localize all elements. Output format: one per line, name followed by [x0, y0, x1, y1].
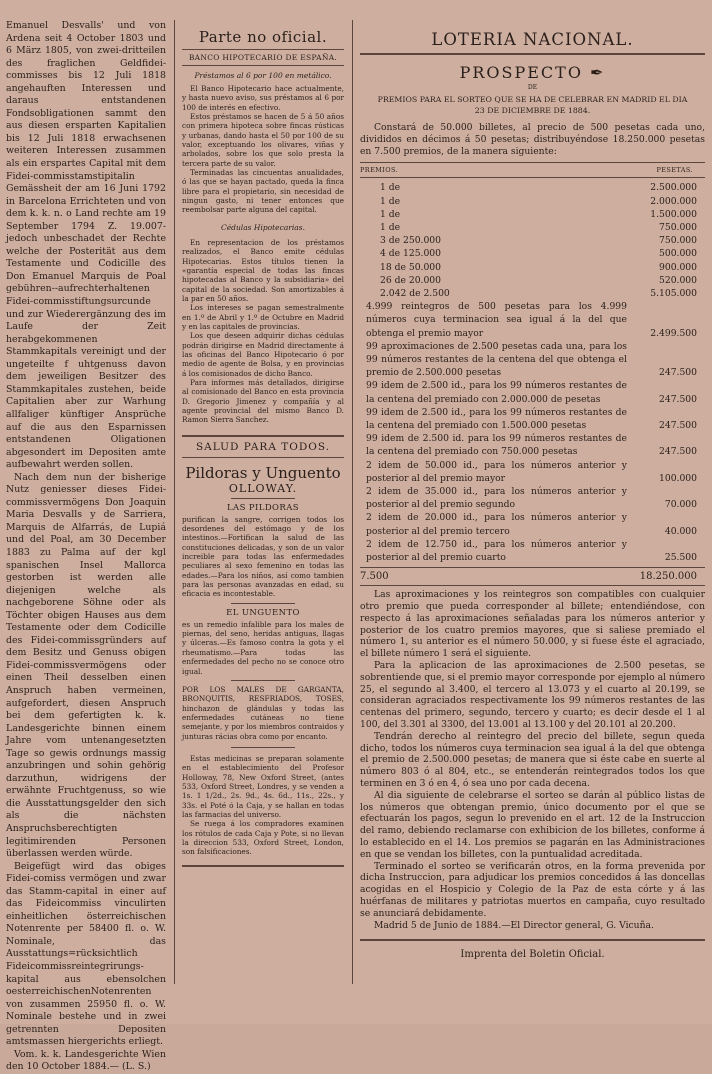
loan-paragraph-2: Estos préstamos se hacen de 5 á 50 años con primera hipoteca sobre fincas rústicas y urbanas, dando hasta el 50 por 100 de su valor, exceptuando los olivares, viñas y arbolados, sobre los que solo presta la tercera parte de su valor. — [182, 112, 344, 168]
prize-amount: 247.500 — [659, 420, 697, 432]
prize-row — [360, 208, 705, 221]
divider — [231, 498, 296, 499]
lottery-paragraph-4: Al dia siguiente de celebrarse el sorteo se darán al público listas de los números que obtengan premio, único documento por el que se efectuarán los pagos, segun lo prevenido en el art. 12 de la Instruccion del ramo, debiendo reclamarse con exhibicion de los billetes, conforme á lo establecido en el 14. Los premios se pagarán en las Administraciones en que se vendan los billetes, con la puntualidad acreditada. — [360, 789, 705, 860]
loan-paragraph-1: El Banco Hipotecario hace actualmente, y hasta nuevo aviso, sus préstamos al 6 por 100 de interés en efectivo. — [182, 84, 344, 112]
german-paragraph-signature: Vom. k. k. Landesgerichte Wien den 10 October 1884.— (L. S.) — [6, 1048, 166, 1073]
prize-label: 99 idem de 2.500 id. para los 99 números restantes de la centena del premiado con 750.000 pesetas — [366, 433, 627, 458]
prize-amount: 247.500 — [659, 393, 697, 405]
divider — [360, 585, 705, 586]
total-count: 7.500 — [360, 571, 389, 583]
prize-row — [360, 485, 705, 511]
col-pesetas-header: PESETAS. — [656, 166, 693, 175]
las-pildoras-heading: LAS PILDORAS — [227, 502, 299, 513]
prize-row — [360, 234, 705, 247]
prize-row — [360, 511, 705, 537]
column-lottery — [360, 20, 705, 984]
column-divider — [174, 20, 175, 984]
section-title: Parte no oficial. — [198, 28, 328, 46]
medicinas-text: Estas medicinas se preparan solamente en el establecimiento del Profesor Holloway, 78, New Oxford Street, (antes 533, Oxford Street, Londres, y se venden a 1s. 1 1/2d., 2s. 9d., 4s. 6d., 11s., 22s., y 33s. el Poté ó la Caja, y se hallan en todas las farmacias del universo. — [182, 753, 344, 819]
prospecto-heading — [360, 63, 705, 82]
prize-amount: 750.000 — [659, 235, 697, 247]
divider — [360, 939, 705, 941]
prize-label: 2.042 de 2.500 — [380, 288, 450, 300]
prospecto-text: PROSPECTO — [459, 63, 583, 82]
lottery-paragraph-2: Para la aplicacion de las aproximaciones de 2.500 pesetas, se sobrentiende que, si el premio mayor corresponde por ejemplo al número 25, el segundo al 3.400, el tercero al 13.073 y el cuarto al 20.199, se consideran agraciados respectivamente los 99 números restantes de las centenas del primero, segundo, tercero y cuarto; es decir desde el 1 al 100, del 3.301 al 3300, del 13.001 al 13.100 y del 20.101 al 20.200. — [360, 660, 705, 731]
divider — [182, 865, 344, 867]
unguento-text: es un remedio infalible para los males de piernas, del seno, heridas antiguas, llagas y úlceras.—Es famoso contra la gota y el rheumatismo.—Para todas las enfermedades del pecho no se conoce otro igual. — [182, 619, 344, 676]
prize-label: 2 idem de 20.000 id., para los números anterior y posterior al del premio tercero — [366, 512, 627, 537]
prize-row — [360, 459, 705, 485]
prize-row — [360, 379, 705, 405]
divider — [231, 680, 296, 681]
ruega-text: Se ruega á los compradores examinen los rótulos de cada Caja y Pote, si no llevan la direccion 533, Oxford Street, London, son falsificaciones. — [182, 819, 344, 857]
bank-heading: BANCO HIPOTECARIO DE ESPAÑA. — [188, 53, 338, 62]
lottery-title: LOTERIA NACIONAL. — [431, 30, 634, 49]
pildoras-text: purifican la sangre, corrigen todos los desordenes del estómago y de los intestinos.—Fortifican la salud de las constituciones delicadas, y son de un valor increible para todas las enfermedades peculiares al sexo femenino en todas las edades.—Para los niños, así como tambien para las personas avanzadas en edad, su eficacia es incontestable. — [182, 514, 344, 599]
prize-table — [360, 181, 705, 564]
german-paragraph-1: Emanuel Desvalls' und von Ardena seit 4 October 1803 und 6 März 1805, von zwei-dritteilen des fraglichen Geldfidei-commisses bis 12 Juli 1818 angehauften Interessen und daraus entstandenen Fondsobligationen sammt den aus diesen ersparten Kapitalien bis 12 Juli 1818 erwachsenen weiteren Interessen zusammen als ein erspartes Capital mit dem Fidei-commisstamstipitalin Gemässheit der am 16 Juni 1792 in Barcelona Errichteten und von dem k. k. n. o Land rechte am 19 September 1794 Z. 19.007-jedoch unbeschadet der Rechte welche der Posterität aus dem Testamente und Codicille des Don Emanuel Marquis de Poal gebühren--aufrechterhaltenen Fidei-commisstiftungsurcunde und zur Wiederergänzung des im Laufe der Zeit herabgekommenen Stammkapitals vereinigt und der ungeteilte f uhtgenuss davon dem jeweiligen Besitzer des Stammkapitales zustehen, beide Capitalien aber zur Warhung allfaliger künftiger Ansprüche auf die aus den Esparnissen entstandenen Oligationen abgesondert im Depositen amte aufbewahrt werden sollen. — [6, 20, 166, 471]
prize-amount: 520.000 — [659, 274, 697, 286]
totals-row — [360, 571, 705, 582]
prize-amount: 900.000 — [659, 261, 697, 273]
total-amount: 18.250.000 — [639, 571, 697, 583]
holloway-heading: OLLOWAY. — [228, 481, 298, 495]
prize-label: 99 aproximaciones de 2.500 pesetas cada una, para los 99 números restantes de la centena del que obtenga el premio de 2.500.000 pesetas — [366, 340, 627, 379]
german-paragraph-3: Beigefügt wird das obiges Fidei-comiss vermögen und zwar das Stamm-capital in einer auf das Fideicommiss vinculirten einheitlichen österreichischen Notenrente per 58400 fl. o. W. Nominale, das Ausstattungs=rücksichtlich Fideicommissreintegrirungs-kapital aus ebensolchen oesterreichischenNotenrenten von zusammen 25950 fl. o. W. Nominale bestehe und in zwei getrennten Depositen amtsmassen hiergerichts erliegt. — [6, 860, 166, 1048]
prize-row — [360, 261, 705, 274]
table-header — [360, 166, 705, 174]
divider — [231, 747, 296, 748]
cedulas-paragraph-1: En representacion de los préstamos realizados, el Banco emite cédulas Hipotecarias. Estos títulos tienen la «garantía especial de todas las fincas hipotecadas al Banco y la subsidiaria» del capital de la sociedad. Son amortizables á la par en 50 años. — [182, 237, 344, 303]
lottery-signature: Madrid 5 de Junio de 1884.—El Director general, G. Vicuña. — [374, 919, 654, 931]
prize-amount: 750.000 — [659, 222, 697, 233]
divider — [182, 65, 344, 66]
cedulas-paragraph-3: Los que deseen adquirir dichas cédulas podrán dirigirse en Madrid directamente á las oficinas del Banco Hipotecario ó por medio de agente de Bolsa, y en provincias á los comisionados de dicho Banco. — [182, 331, 344, 378]
prize-row — [360, 406, 705, 432]
prize-label: 1 de — [380, 222, 401, 233]
prize-amount: 500.000 — [659, 248, 697, 260]
garganta-text: POR LOS MALES DE GARGANTA, BRONQUITIS, RESFRIADOS, TOSES, hinchazon de glándulas y todas las enfermedades cutáneas no tiene semejante, y por los miembros contraidos y junturas rácias obra como por encanto. — [182, 684, 344, 741]
column-german-notice — [6, 20, 166, 1073]
col-premios-header: PREMIOS. — [360, 166, 399, 175]
cedulas-paragraph-4: Para informes más detallados, dirigirse al comisionado del Banco en esta provincia D. Gregorio Jimenez y compañía y al agente provincial del mismo Banco D. Ramon Sierra Sanchez. — [182, 377, 344, 425]
lottery-paragraph-5: Terminado el sorteo se verificarán otros, en la forma prevenida por dicha Instruccion, para adjudicar los premios concedidos á las doncellas acogidas en el Hospicio y Colegio de la Paz de esta córte y á las huérfanas de militares y patriotas muertos en campaña, cuyo resultado se anunciará debidamente. — [360, 860, 705, 919]
lottery-paragraph-3: Tendrán derecho al reintegro del precio del billete, segun queda dicho, todos los números cuya terminacion sea igual á la del que obtenga el premio de 2.500.000 pesetas; de manera que si éste cabe en suerte al número 803 ó al 804, etc., se entenderán reintegrados todos los que terminen en 3 ó en 4, ó sea uno por cada decena. — [360, 730, 705, 790]
prize-amount: 40.000 — [664, 525, 697, 537]
prize-row — [360, 221, 705, 234]
lottery-intro: Constará de 50.000 billetes, al precio de 500 pesetas cada uno, divididos en décimos á 50 pesetas; distribuyéndose 18.250.000 pesetas en 7.500 premios, de la manera siguiente: — [360, 122, 705, 157]
prize-amount: 2.499.500 — [650, 327, 697, 339]
prize-label: 1 de — [380, 208, 401, 220]
prize-row — [360, 432, 705, 458]
lottery-paragraph-1: Las aproximaciones y los reintegros son compatibles con cualquier otro premio que pueda corresponder al billete; entendiéndose, con respecto á las aproximaciones señaladas para los números anterior y posterior de los cuatro premios mayores, que si saliese premiado el número 1, su anterior es el número 50.000, y si fuese éste el agraciado, el billete número 1 será el siguiente. — [360, 589, 705, 660]
prize-amount: 2.500.000 — [650, 182, 697, 194]
premios-heading: PREMIOS PARA EL SORTEO QUE SE HA DE CELEBRAR EN MADRID EL DIA 23 DE DICIEMBRE DE 1884. — [377, 95, 688, 115]
prize-amount: 1.500.000 — [650, 208, 697, 220]
prize-amount: 70.000 — [664, 499, 697, 511]
prize-label: 3 de 250.000 — [380, 235, 441, 247]
column-unofficial — [182, 20, 344, 984]
prize-amount: 25.500 — [664, 552, 697, 564]
prize-label: 2 idem de 35.000 id., para los números anterior y posterior al del premio segundo — [366, 486, 627, 511]
column-divider — [352, 20, 353, 984]
prize-amount: 100.000 — [659, 472, 697, 484]
imprenta-footer: Imprenta del Boletin Oficial. — [460, 949, 605, 961]
cedulas-heading: Cédulas Hipotecarias. — [221, 222, 305, 232]
prize-label: 4 de 125.000 — [380, 248, 441, 260]
pildoras-heading: Pildoras y Unguento — [185, 463, 341, 482]
prize-row — [360, 287, 705, 300]
prize-label: 4.999 reintegros de 500 pesetas para los 4.999 números cuya terminacion sea igual á la del que obtenga el premio mayor — [366, 301, 627, 339]
prize-label: 99 idem de 2.500 id., para los 99 números restantes de la centena del premiado con 2.000.000 de pesetas — [366, 380, 627, 405]
prize-amount: 247.500 — [659, 446, 697, 458]
divider — [360, 567, 705, 568]
prize-amount: 5.105.000 — [650, 288, 697, 300]
de-label: DE — [527, 84, 538, 91]
prize-row — [360, 340, 705, 380]
prize-row — [360, 538, 705, 564]
prize-row — [360, 300, 705, 340]
prize-row — [360, 181, 705, 194]
prize-label: 99 idem de 2.500 id., para los 99 números restantes de la centena del premiado con 1.500.000 pesetas — [366, 406, 627, 432]
prize-amount: 2.000.000 — [650, 195, 697, 207]
divider — [360, 162, 705, 163]
prize-row — [360, 247, 705, 260]
cedulas-paragraph-2: Los intereses se pagan semestralmente en 1.º de Abril y 1.º de Octubre en Madrid y en las capitales de provincias. — [182, 303, 344, 331]
prize-label: 2 idem de 12.750 id., para los números anterior y posterior al del premio cuarto — [366, 538, 627, 564]
prize-label: 1 de — [380, 195, 401, 207]
divider — [182, 49, 344, 50]
prize-row — [360, 274, 705, 287]
loan-heading: Préstamos al 6 por 100 en metálico. — [194, 71, 332, 80]
loan-paragraph-3: Terminadas las cincuentas anualidades, ó las que se hayan pactado, queda la finca libre para el propietario, sin necesidad de ningun gasto, ni tener entonces que reembolsar parte alguna del capital. — [182, 168, 344, 215]
prize-label: 18 de 50.000 — [380, 261, 441, 273]
divider — [182, 457, 344, 458]
prize-row — [360, 195, 705, 208]
prize-amount: 247.500 — [659, 367, 697, 379]
prize-label: 1 de — [380, 182, 401, 194]
divider — [360, 53, 705, 55]
german-paragraph-2: Nach dem nun der bisherige Nutz geniesser dieses Fidei-commissvermögens Don Joaquin Maria Desvalls y de Sarriera, Marquis de Alfarrás, de Lupiá und del Poal, am 30 December 1883 zu Palma auf der kgl spanischen Insel Mallorca gestorben ist werden alle diejenigen welche als nachgeborene Söhne oder als Töchter obigen Hauses aus dem Testamente oder dem Codicille des Fidei-commissgründers auf dem Besitz und Genuss obigen Fidei-commissvermögens oder einen Theil desselben einen Anspruch haben vermeinen, aufgefordert, diesen Anspruch bei dem gefertigten k. k. Landesgerichte binnen einem Jahre vom untenangesetzten Tage so gewis ordnungs massig anzubringen und sohin gehörig darzuthun, widrigens der erwähnte Fruchtgenuss, so wie die Ausstattungsgelder den sich als die nächsten Anspruchsberechtigten legitimirenden Personen überlassen werden würde. — [6, 471, 166, 860]
divider — [231, 603, 296, 604]
prize-label: 26 de 20.000 — [380, 274, 441, 286]
quill-ornament-icon: ✒ — [590, 63, 606, 82]
unguento-heading: EL UNGUENTO — [226, 607, 300, 618]
divider — [360, 177, 705, 178]
salud-heading: SALUD PARA TODOS. — [195, 440, 331, 453]
divider — [182, 435, 344, 437]
prize-label: 2 idem de 50.000 id., para los números anterior y posterior al del premio mayor — [366, 459, 627, 484]
